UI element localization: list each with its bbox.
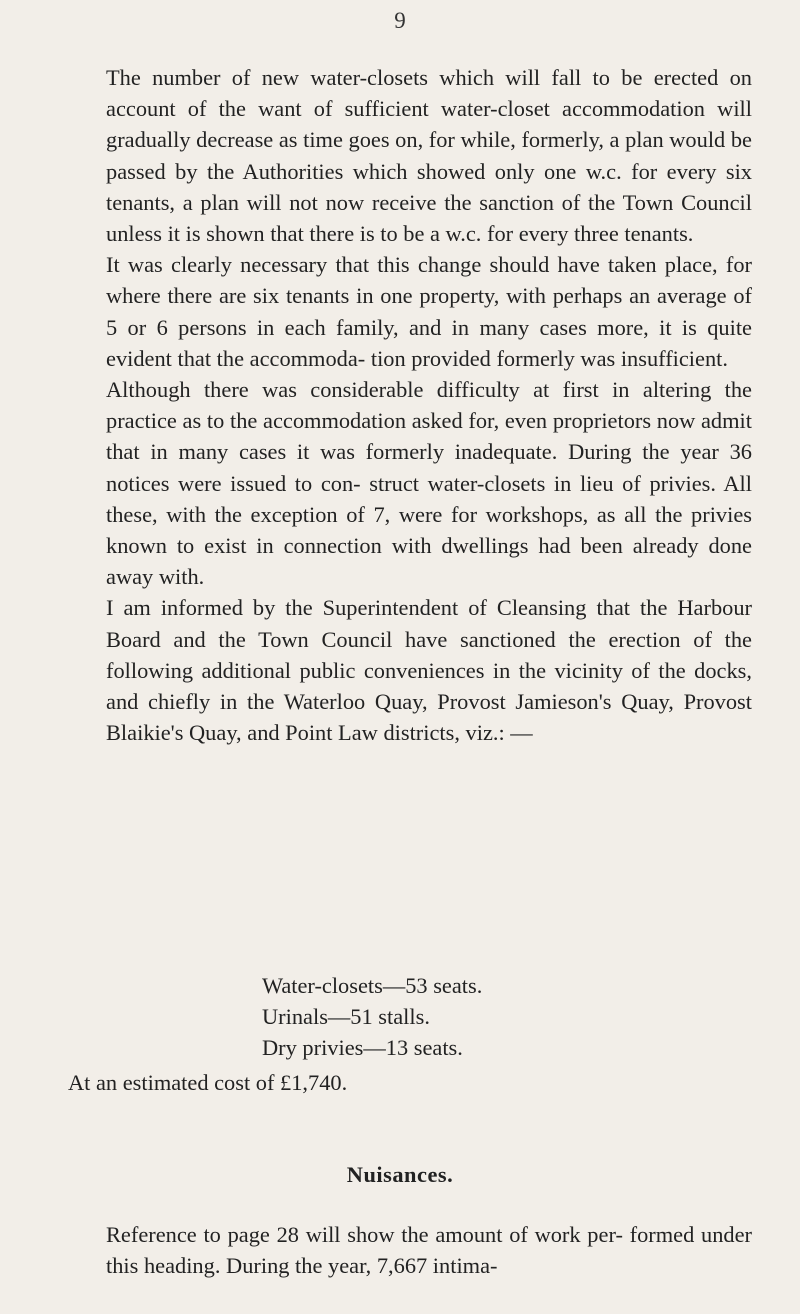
paragraph-superintendent: I am informed by the Superintendent of Cleansing that the Harbour Board and the Town Council have sanctioned the erection of the following additional public conveniences in the vicinity of the docks, and chiefly in the Waterloo Quay, Provost Jamieson's Quay, Provost Blaikie's Quay, and Point Law districts, viz.: —: [106, 595, 752, 746]
nuisances-text: [68, 1219, 752, 1281]
paragraph-water-closets: The number of new water-closets which will fall to be erected on account of the want of sufficient water-closet accommodation will gradually decrease as time goes on, for while, formerly, a plan would be passed by the Authorities which showed only one w.c. for every six tenants, a plan will not now receive the sanction of the Town Council unless it is shown that there is to be a w.c. for every three tenants.: [106, 65, 752, 247]
paragraph-nuisances: Reference to page 28 will show the amount of work per- formed under this heading. During the year, 7,667 intima-: [106, 1222, 752, 1279]
body-text: [68, 62, 752, 748]
list-item-urinals: Urinals—51 stalls.: [262, 1004, 430, 1030]
paragraph-change-necessary: It was clearly necessary that this change should have taken place, for where there are six tenants in one property, with perhaps an average of 5 or 6 persons in each family, and in many cases more, it is quite evident that the accommoda- tion provided formerly was insufficient.: [106, 252, 752, 371]
section-heading-nuisances: Nuisances.: [346, 1162, 454, 1187]
list-item-water-closets: Water-closets—53 seats.: [262, 973, 483, 998]
paragraph-difficulty: Although there was considerable difficulty at first in altering the practice as to the accommodation asked for, even proprietors now admit that in many cases it was formerly inadequate. During the year 36 notices were issued to con- struct water-closets in lieu of privies. All these, with the exception of 7, were for workshops, as all the privies known to exist in connection with dwellings had been already done away with.: [106, 377, 752, 590]
page-number: 9: [394, 8, 406, 33]
estimated-cost: At an estimated cost of £1,740.: [68, 1070, 348, 1095]
list-item-dry-privies: Dry privies—13 seats.: [262, 1035, 463, 1061]
conveniences-list: [262, 970, 482, 1064]
